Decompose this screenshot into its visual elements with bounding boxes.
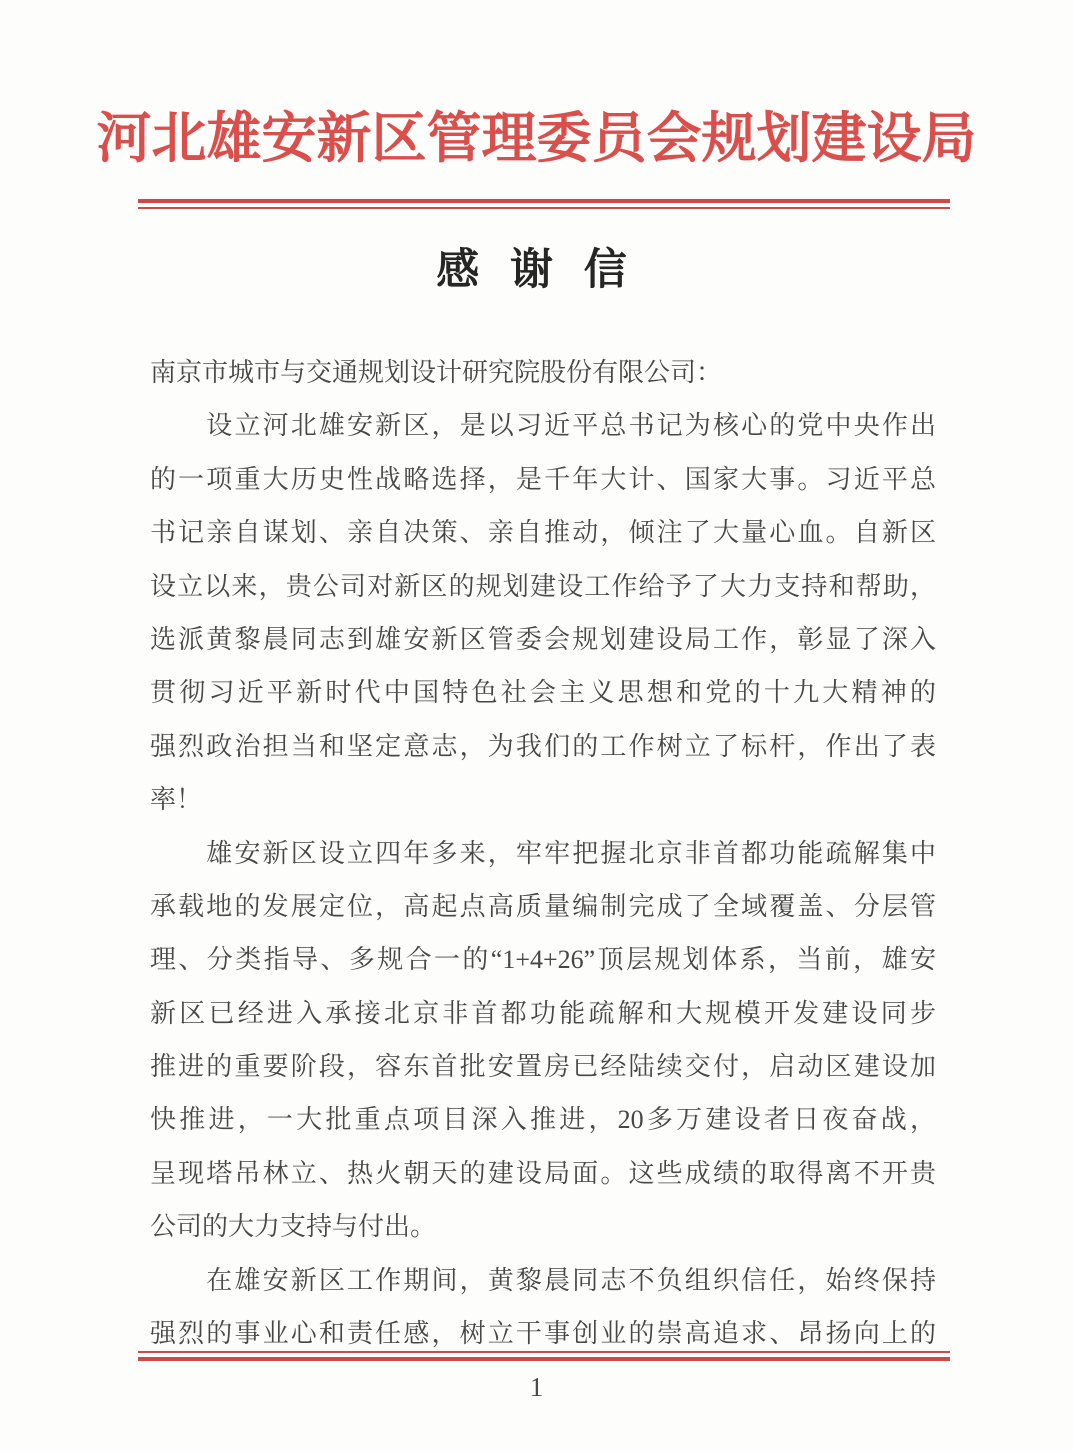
- body-line: 南京市城市与交通规划设计研究院股份有限公司：: [150, 358, 723, 387]
- body-line: 理、分类指导、多规合一的“1+4+26”顶层规划体系，当前，雄安: [150, 945, 936, 975]
- footer-divider: [138, 1351, 950, 1361]
- body-line: 率！: [150, 785, 203, 815]
- body-line: 强烈的事业心和责任感，树立干事创业的崇高追求、昂扬向上的: [150, 1319, 936, 1349]
- body-line: 承载地的发展定位，高起点高质量编制完成了全域覆盖、分层管: [150, 891, 936, 921]
- letter-body: [150, 346, 936, 1360]
- document-title: 感 谢 信: [436, 247, 637, 294]
- body-line: 选派黄黎晨同志到雄安新区管委会规划建设局工作，彰显了深入: [150, 624, 936, 654]
- body-line: 新区已经进入承接北京非首都功能疏解和大规模开发建设同步: [150, 998, 936, 1028]
- body-line: 强烈政治担当和坚定意志，为我们的工作树立了标杆，作出了表: [150, 731, 936, 761]
- body-line: 雄安新区设立四年多来，牢牢把握北京非首都功能疏解集中: [150, 838, 936, 868]
- body-line: 公司的大力支持与付出。: [150, 1212, 437, 1242]
- body-line: 贯彻习近平新时代中国特色社会主义思想和党的十九大精神的: [150, 678, 936, 708]
- body-line: 设立以来，贵公司对新区的规划建设工作给予了大力支持和帮助，: [150, 571, 936, 601]
- footer-divider-thick-line: [138, 1357, 950, 1361]
- body-line: 快推进，一大批重点项目深入推进，20多万建设者日夜奋战，: [150, 1105, 936, 1135]
- letterhead-org-name: 河北雄安新区管理委员会规划建设局: [96, 108, 977, 169]
- body-line: 在雄安新区工作期间，黄黎晨同志不负组织信任，始终保持: [150, 1265, 936, 1295]
- body-line: 的一项重大历史性战略选择，是千年大计、国家大事。习近平总: [150, 464, 936, 494]
- page-number: 1: [529, 1372, 544, 1402]
- body-line: 书记亲自谋划、亲自决策、亲自推动，倾注了大量心血。自新区: [150, 518, 936, 548]
- letterhead-divider-thin-line: [138, 207, 950, 209]
- body-line: 推进的重要阶段，容东首批安置房已经陆续交付，启动区建设加: [150, 1052, 936, 1082]
- body-line: 设立河北雄安新区，是以习近平总书记为核心的党中央作出: [150, 411, 936, 441]
- letterhead-divider: [138, 199, 950, 209]
- body-line: 呈现塔吊林立、热火朝天的建设局面。这些成绩的取得离不开贵: [150, 1158, 936, 1188]
